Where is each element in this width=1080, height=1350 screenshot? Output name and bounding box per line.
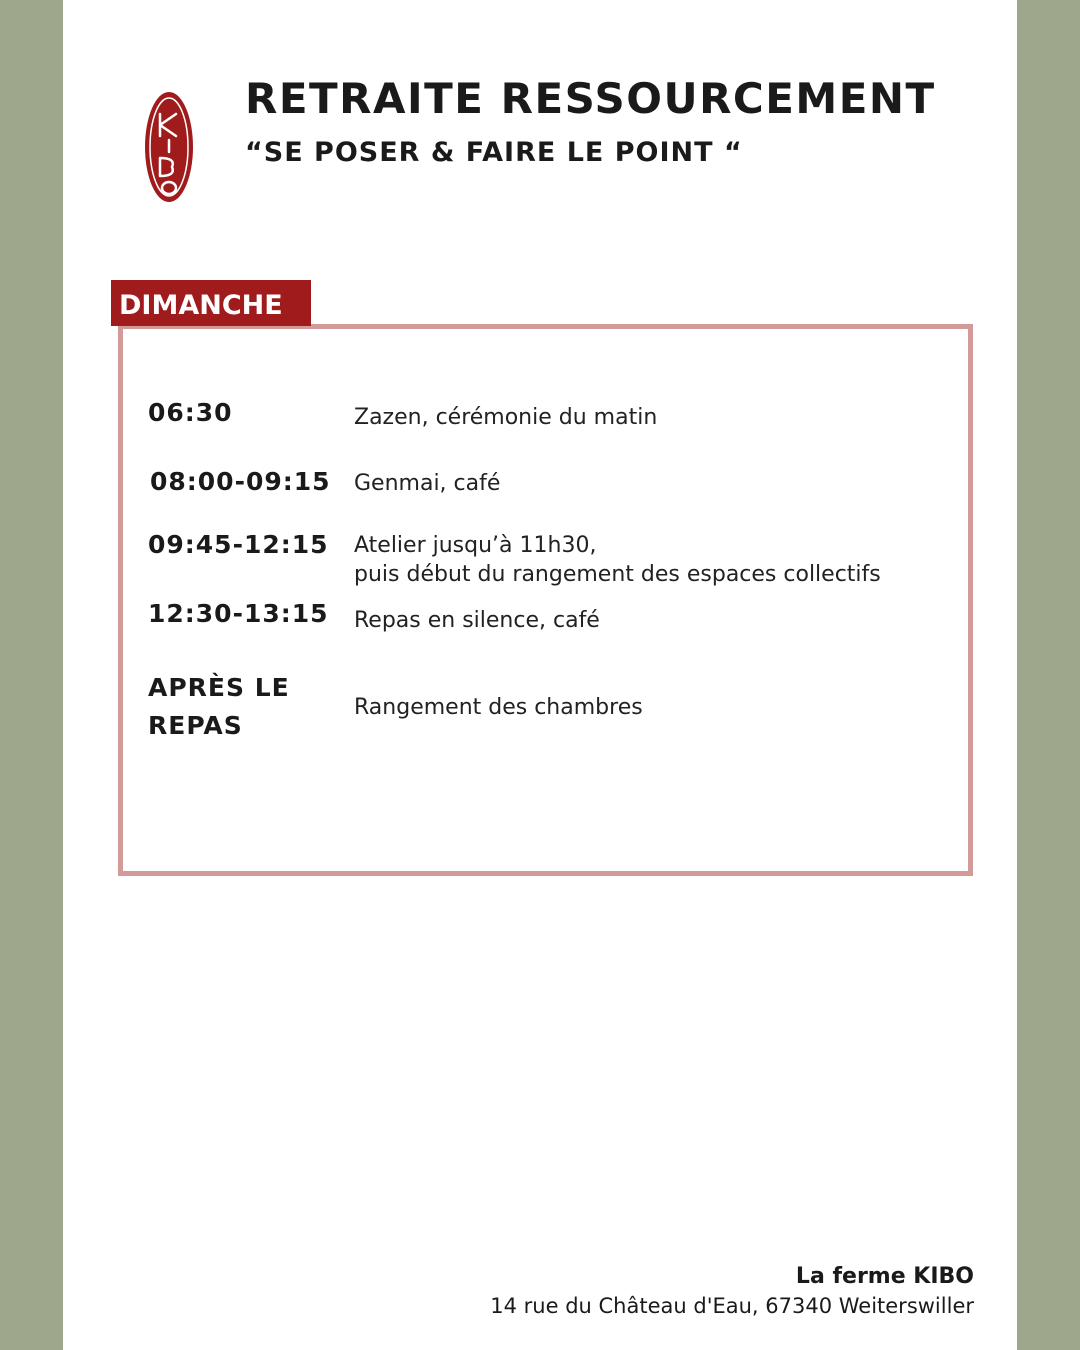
- schedule-time: 12:30-13:15: [148, 599, 329, 628]
- schedule-time-line: REPAS: [148, 711, 243, 740]
- page-subtitle: “SE POSER & FAIRE LE POINT “: [245, 137, 743, 168]
- schedule-description: Genmai, café: [354, 471, 501, 496]
- schedule-description-line: Atelier jusqu’à 11h30,: [354, 533, 597, 558]
- day-label: DIMANCHE: [111, 280, 311, 326]
- kibo-oval-logo-icon: [143, 90, 195, 204]
- schedule-time-line: APRÈS LE: [148, 673, 290, 702]
- schedule-description-line: puis début du rangement des espaces collectifs: [354, 562, 881, 587]
- schedule-time: 06:30: [148, 398, 233, 427]
- schedule-time: 08:00-09:15: [150, 467, 331, 496]
- schedule-time: 09:45-12:15: [148, 530, 329, 559]
- page-title: RETRAITE RESSOURCEMENT: [245, 74, 936, 123]
- schedule-description: Rangement des chambres: [354, 695, 643, 720]
- schedule-description: Repas en silence, café: [354, 608, 600, 633]
- venue-address: 14 rue du Château d'Eau, 67340 Weiterswiller: [490, 1294, 974, 1318]
- schedule-description: Zazen, cérémonie du matin: [354, 405, 658, 430]
- venue-name: La ferme KIBO: [795, 1264, 974, 1289]
